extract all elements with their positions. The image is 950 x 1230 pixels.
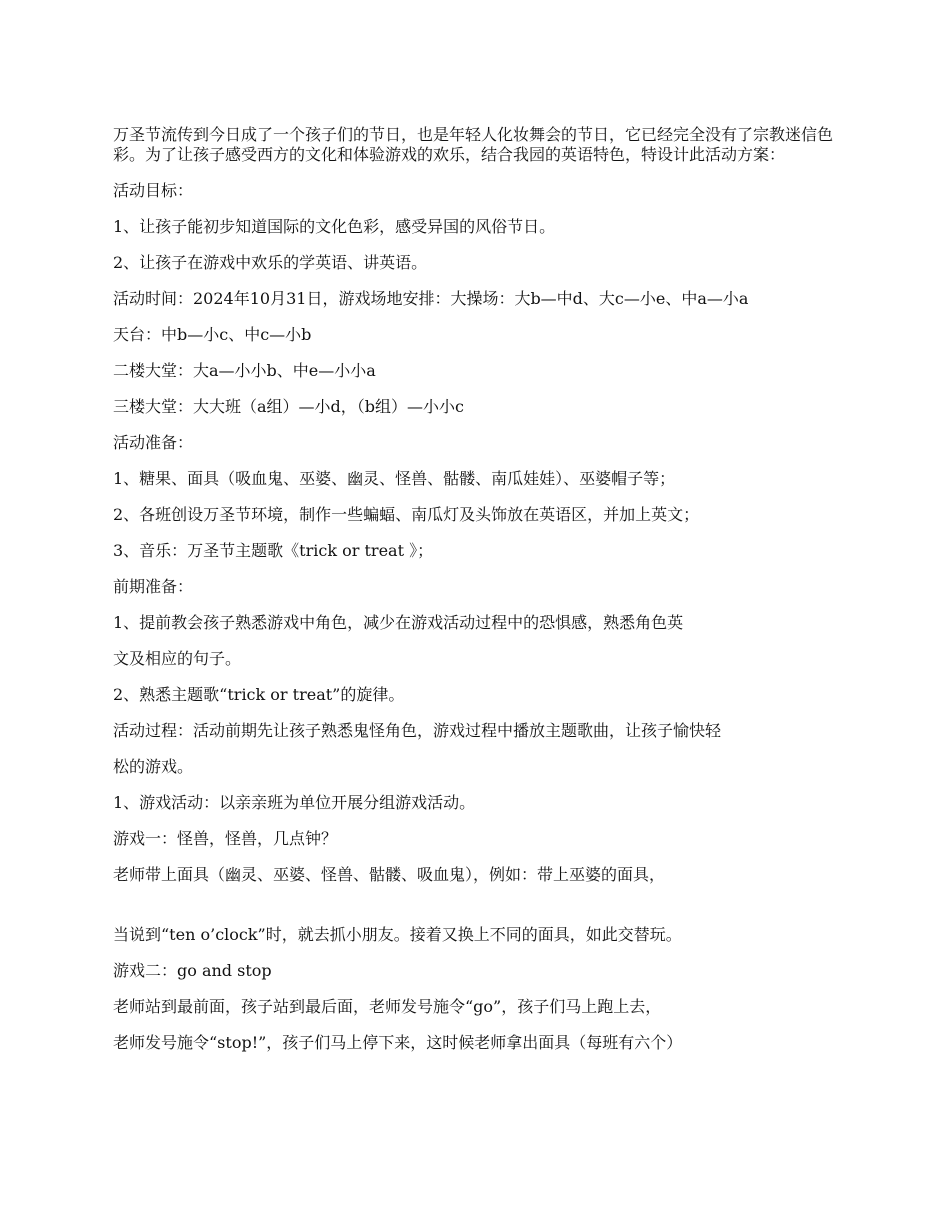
- game-activity-intro: 1、游戏活动：以亲亲班为单位开展分组游戏活动。: [113, 793, 476, 812]
- goal-heading: 活动目标：: [113, 181, 194, 200]
- prep-item-3: 3、音乐：万圣节主题歌《trick or treat 》；: [113, 541, 434, 560]
- venue-hall-2f: 二楼大堂：大a—小小b、中e—小小a: [113, 361, 376, 380]
- game-2-title: 游戏二：go and stop: [113, 961, 272, 980]
- venue-rooftop: 天台：中b—小c、中c—小b: [113, 325, 312, 344]
- game-1-line-1: 老师带上面具（幽灵、巫婆、怪兽、骷髅、吸血鬼），例如：带上巫婆的面具，: [113, 865, 666, 884]
- game-1-title: 游戏一：怪兽，怪兽，几点钟？: [113, 829, 338, 848]
- early-prep-heading: 前期准备：: [113, 577, 194, 596]
- goal-item-1: 1、让孩子能初步知道国际的文化色彩，感受异国的风俗节日。: [113, 217, 556, 236]
- goal-item-2: 2、让孩子在游戏中欢乐的学英语、讲英语。: [113, 253, 428, 272]
- process-line-2: 松的游戏。: [113, 757, 194, 776]
- venue-hall-3f: 三楼大堂：大大班（a组）—小d，（b组）—小小c: [113, 397, 464, 416]
- document-body: [113, 125, 843, 1069]
- prep-heading: 活动准备：: [113, 433, 194, 452]
- game-2-line-1: 老师站到最前面，孩子站到最后面，老师发号施令“go”，孩子们马上跑上去，: [113, 997, 662, 1016]
- early-prep-item-1-line-2: 文及相应的句子。: [113, 649, 242, 668]
- process-line-1: 活动过程：活动前期先让孩子熟悉鬼怪角色，游戏过程中播放主题歌曲，让孩子愉快轻: [113, 721, 722, 740]
- early-prep-item-1-line-1: 1、提前教会孩子熟悉游戏中角色，减少在游戏活动过程中的恐惧感，熟悉角色英: [113, 613, 684, 632]
- intro-paragraph: 万圣节流传到今日成了一个孩子们的节日，也是年轻人化妆舞会的节日，它已经完全没有了宗教迷信色彩。为了让孩子感受西方的文化和体验游戏的欢乐，结合我园的英语特色，特设计此活动方案：: [113, 125, 834, 164]
- prep-item-2: 2、各班创设万圣节环境，制作一些蝙蝠、南瓜灯及头饰放在英语区，并加上英文；: [113, 505, 700, 524]
- game-1-line-2: 当说到“ten o’clock”时，就去抓小朋友。接着又换上不同的面具，如此交替玩。: [113, 925, 682, 944]
- prep-item-1: 1、糖果、面具（吸血鬼、巫婆、幽灵、怪兽、骷髅、南瓜娃娃）、巫婆帽子等；: [113, 469, 676, 488]
- time-venue-paragraph: 活动时间：2024年10月31日，游戏场地安排：大操场：大b—中d、大c—小e、中a—小a: [113, 289, 749, 308]
- early-prep-item-2: 2、熟悉主题歌“trick or treat”的旋律。: [113, 685, 405, 704]
- game-2-line-2: 老师发号施令“stop!”，孩子们马上停下来，这时候老师拿出面具（每班有六个）: [113, 1033, 683, 1052]
